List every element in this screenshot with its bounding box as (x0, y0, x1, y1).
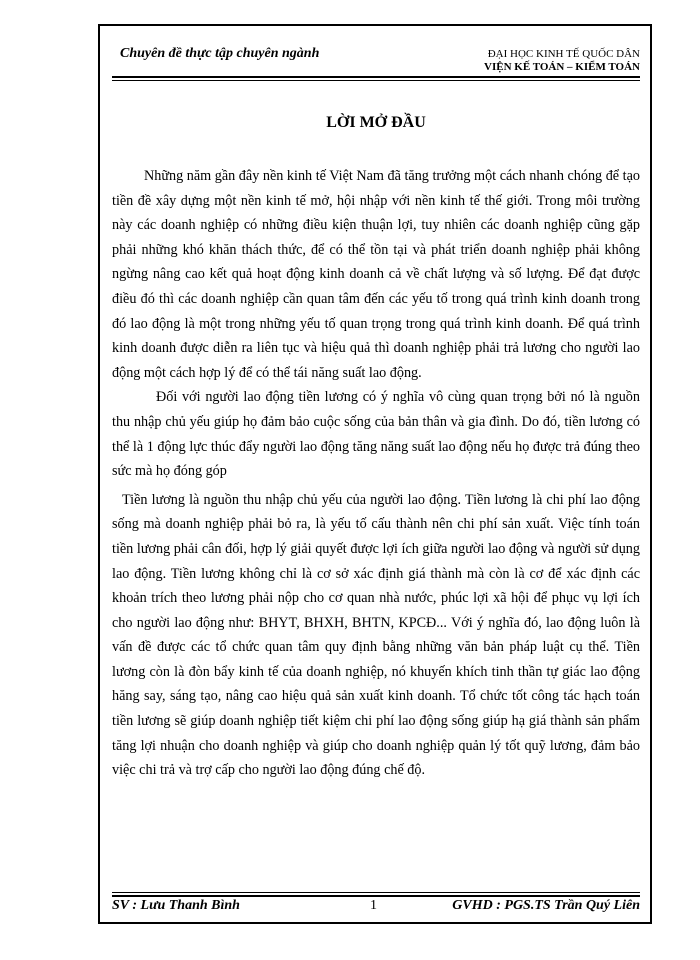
header-institution (484, 48, 640, 74)
header-divider (112, 76, 640, 81)
institute-name: VIỆN KẾ TOÁN – KIỂM TOÁN (484, 61, 640, 73)
paragraph-2: Đối với người lao động tiền lương có ý nghĩa vô cùng quan trọng bởi nó là nguồn thu nhập chủ yếu giúp họ đảm bảo cuộc sống của bản thân và gia đình. Do đó, tiền lương có thể là 1 động lực thúc đẩy người lao động tăng năng suất lao động nếu họ được trả đúng theo sức mà họ đóng góp (112, 389, 640, 480)
university-name: ĐẠI HỌC KINH TẾ QUỐC DÂN (487, 48, 640, 60)
paragraph-3: Tiền lương là nguồn thu nhập chủ yếu của người lao động. Tiền lương là chi phí lao động sống mà doanh nghiệp phải bỏ ra, là yếu tố cấu thành nên chi phí sản xuất. Việc tính toán tiền lương phải cân đối, hợp lý giải quyết được lợi ích giữa người lao động và người sử dụng lao động. Tiền lương không chỉ là cơ sở xác định giá thành mà còn là cơ để xác định các khoản trích theo lương phải nộp cho cơ quan nhà nước, phúc lợi xã hội để phục vụ lợi ích cho người lao động như: BHYT, BHXH, BHTN, KPCĐ... Với ý nghĩa đó, lao động luôn là vấn đề được các tổ chức quan tâm quy định bằng những văn bản pháp luật cụ thể. Tiền lương còn là đòn bẩy kinh tế của doanh nghiệp, nó khuyến khích tinh thần tự giác lao động hăng say, sáng tạo, nâng cao hiệu quả sản xuất kinh doanh. Tổ chức tốt công tác hạch toán tiền lương sẽ giúp doanh nghiệp tiết kiệm chi phí lao động sống giúp hạ giá thành sản phẩm tăng lợi nhuận cho doanh nghiệp và giúp cho doanh nghiệp quản lý tốt quỹ lương, đảm bảo việc chi trả và trợ cấp cho người lao động đúng chế độ. (112, 491, 640, 779)
footer-student: SV : Lưu Thanh Bình (112, 898, 240, 913)
footer-advisor: GVHD : PGS.TS Trần Quý Liên (452, 898, 640, 913)
header-title: Chuyên đề thực tập chuyên ngành (120, 46, 320, 61)
page-number: 1 (370, 898, 377, 913)
document-body (112, 164, 640, 783)
paragraph-1: Những năm gần đây nền kinh tế Việt Nam đã tăng trưởng một cách nhanh chóng để tạo tiền đề xây dựng một nền kinh tế mở, hội nhập với nền kinh tế thế giới. Trong môi trường này các doanh nghiệp có những điều kiện thuận lợi, tuy nhiên các doanh nghiệp cũng gặp phải những khó khăn thách thức, để có thể tồn tại và phát triển doanh nghiệp phải không ngừng nâng cao kết quả hoạt động kinh doanh cả về chất lượng và số lượng. Để đạt được điều đó thì các doanh nghiệp cần quan tâm đến các yếu tố trong quá trình kinh doanh trong đó lao động là một trong những yếu tố quan trọng trong quá trình kinh doanh. Để quá trình kinh doanh được diễn ra liên tục và hiệu quả thì doanh nghiệp phải trả lương cho người lao động một cách hợp lý để có thể tái năng suất lao động. (112, 168, 640, 381)
page-title: LỜI MỞ ĐẦU (326, 114, 426, 131)
footer-divider (112, 892, 640, 897)
